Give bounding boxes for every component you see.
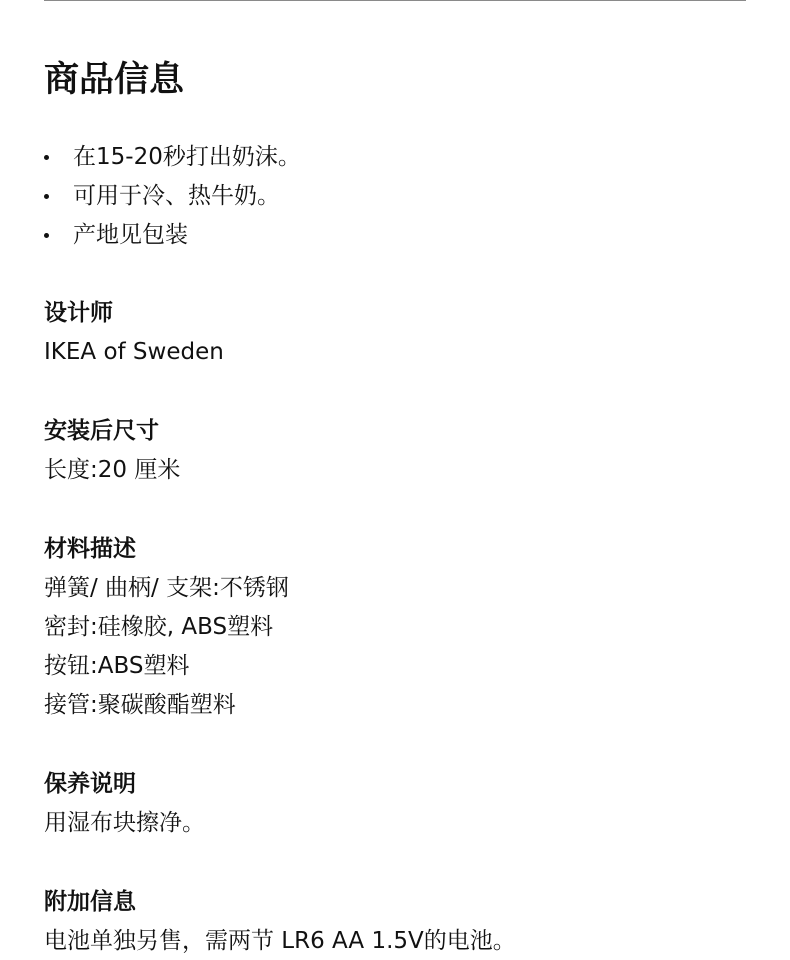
materials-line: 弹簧/ 曲柄/ 支架:不锈钢: [44, 575, 289, 601]
designer-heading: 设计师: [44, 300, 113, 326]
materials-section: [44, 530, 289, 725]
list-item-text: 产地见包装: [73, 222, 188, 248]
care-heading: 保养说明: [44, 771, 136, 797]
product-info-list: [44, 138, 301, 255]
list-item-text: 在15-20秒打出奶沫。: [73, 144, 301, 170]
care-value: 用湿布块擦净。: [44, 810, 205, 836]
dimensions-value: 长度:20 厘米: [44, 457, 181, 483]
bullet-dot-icon: [44, 155, 49, 160]
materials-line: 按钮:ABS塑料: [44, 653, 190, 679]
materials-line: 接管:聚碳酸酯塑料: [44, 692, 236, 718]
bullet-dot-icon: [44, 233, 49, 238]
materials-heading: 材料描述: [44, 536, 136, 562]
list-item: [44, 216, 301, 255]
additional-info-value: 电池单独另售，需两节 LR6 AA 1.5V的电池。: [44, 928, 516, 954]
list-item-text: 可用于冷、热牛奶。: [73, 183, 280, 209]
additional-info-section: [44, 883, 516, 960]
list-item: [44, 177, 301, 216]
top-divider: [44, 0, 746, 1]
additional-info-heading: 附加信息: [44, 889, 136, 915]
product-info-title: 商品信息: [44, 60, 185, 100]
designer-value: IKEA of Sweden: [44, 339, 224, 365]
care-section: [44, 765, 205, 843]
dimensions-section: [44, 412, 180, 490]
list-item: [44, 138, 301, 177]
designer-section: [44, 294, 224, 372]
materials-line: 密封:硅橡胶, ABS塑料: [44, 614, 274, 640]
dimensions-heading: 安装后尺寸: [44, 418, 159, 444]
bullet-dot-icon: [44, 194, 49, 199]
